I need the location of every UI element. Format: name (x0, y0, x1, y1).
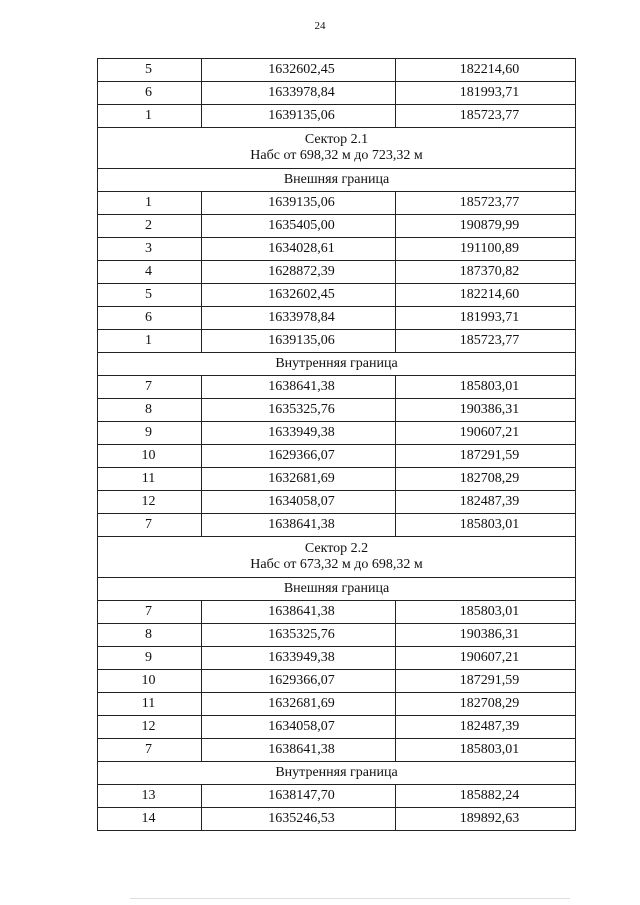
y-coordinate: 187291,59 (396, 445, 576, 468)
y-coordinate: 182708,29 (396, 468, 576, 491)
point-number: 6 (98, 307, 202, 330)
table-row (98, 647, 576, 670)
point-number: 1 (98, 192, 202, 215)
sector-header (98, 128, 576, 169)
x-coordinate: 1632602,45 (202, 284, 396, 307)
x-coordinate: 1633978,84 (202, 82, 396, 105)
x-coordinate: 1634058,07 (202, 491, 396, 514)
boundary-header (98, 578, 576, 601)
y-coordinate: 189892,63 (396, 808, 576, 831)
point-number: 13 (98, 785, 202, 808)
table-row (98, 808, 576, 831)
point-number: 7 (98, 601, 202, 624)
x-coordinate: 1639135,06 (202, 192, 396, 215)
x-coordinate: 1634058,07 (202, 716, 396, 739)
point-number: 11 (98, 693, 202, 716)
point-number: 5 (98, 59, 202, 82)
y-coordinate: 185723,77 (396, 330, 576, 353)
sector-elevation-range: Набс от 698,32 м до 723,32 м (250, 148, 423, 163)
table-row (98, 261, 576, 284)
point-number: 9 (98, 647, 202, 670)
y-coordinate: 185882,24 (396, 785, 576, 808)
table-row (98, 491, 576, 514)
table-row (98, 445, 576, 468)
point-number: 7 (98, 514, 202, 537)
x-coordinate: 1638641,38 (202, 601, 396, 624)
table-row (98, 514, 576, 537)
y-coordinate: 181993,71 (396, 307, 576, 330)
point-number: 12 (98, 716, 202, 739)
x-coordinate: 1633949,38 (202, 647, 396, 670)
x-coordinate: 1632602,45 (202, 59, 396, 82)
point-number: 7 (98, 739, 202, 762)
table-row (98, 739, 576, 762)
y-coordinate: 185803,01 (396, 514, 576, 537)
y-coordinate: 182487,39 (396, 491, 576, 514)
sector-title: Сектор 2.1 (304, 132, 369, 147)
y-coordinate: 182214,60 (396, 59, 576, 82)
point-number: 7 (98, 376, 202, 399)
x-coordinate: 1638641,38 (202, 739, 396, 762)
x-coordinate: 1633978,84 (202, 307, 396, 330)
boundary-label: Внешняя граница (98, 578, 576, 601)
table-row (98, 82, 576, 105)
y-coordinate: 185803,01 (396, 601, 576, 624)
boundary-label: Внутренняя граница (98, 353, 576, 376)
y-coordinate: 182214,60 (396, 284, 576, 307)
y-coordinate: 182487,39 (396, 716, 576, 739)
table-row (98, 238, 576, 261)
table-row (98, 624, 576, 647)
table-row (98, 399, 576, 422)
page-number: 24 (314, 20, 326, 32)
table-row (98, 422, 576, 445)
point-number: 8 (98, 399, 202, 422)
point-number: 5 (98, 284, 202, 307)
table-row (98, 105, 576, 128)
point-number: 8 (98, 624, 202, 647)
table-row (98, 693, 576, 716)
sector-header-cell (98, 537, 576, 578)
table-row (98, 785, 576, 808)
x-coordinate: 1629366,07 (202, 670, 396, 693)
table-row (98, 376, 576, 399)
x-coordinate: 1628872,39 (202, 261, 396, 284)
boundary-header (98, 169, 576, 192)
coordinates-table (97, 58, 576, 831)
x-coordinate: 1632681,69 (202, 468, 396, 491)
point-number: 1 (98, 330, 202, 353)
point-number: 6 (98, 82, 202, 105)
y-coordinate: 190607,21 (396, 647, 576, 670)
sector-elevation-range: Набс от 673,32 м до 698,32 м (250, 557, 423, 572)
y-coordinate: 185723,77 (396, 192, 576, 215)
x-coordinate: 1635325,76 (202, 399, 396, 422)
point-number: 11 (98, 468, 202, 491)
boundary-header (98, 762, 576, 785)
table-row (98, 601, 576, 624)
x-coordinate: 1638641,38 (202, 514, 396, 537)
point-number: 3 (98, 238, 202, 261)
table-row (98, 284, 576, 307)
x-coordinate: 1638147,70 (202, 785, 396, 808)
point-number: 12 (98, 491, 202, 514)
x-coordinate: 1633949,38 (202, 422, 396, 445)
y-coordinate: 185723,77 (396, 105, 576, 128)
boundary-header (98, 353, 576, 376)
x-coordinate: 1635405,00 (202, 215, 396, 238)
y-coordinate: 190386,31 (396, 399, 576, 422)
y-coordinate: 185803,01 (396, 376, 576, 399)
point-number: 10 (98, 445, 202, 468)
point-number: 4 (98, 261, 202, 284)
point-number: 10 (98, 670, 202, 693)
boundary-label: Внутренняя граница (98, 762, 576, 785)
scan-edge-line (130, 898, 570, 899)
boundary-label: Внешняя граница (98, 169, 576, 192)
x-coordinate: 1635325,76 (202, 624, 396, 647)
table-row (98, 59, 576, 82)
table-row (98, 307, 576, 330)
x-coordinate: 1634028,61 (202, 238, 396, 261)
y-coordinate: 187370,82 (396, 261, 576, 284)
sector-title: Сектор 2.2 (304, 541, 369, 556)
table-row (98, 670, 576, 693)
table-row (98, 330, 576, 353)
sector-header-cell (98, 128, 576, 169)
x-coordinate: 1632681,69 (202, 693, 396, 716)
y-coordinate: 187291,59 (396, 670, 576, 693)
point-number: 14 (98, 808, 202, 831)
table-row (98, 215, 576, 238)
y-coordinate: 190386,31 (396, 624, 576, 647)
point-number: 1 (98, 105, 202, 128)
y-coordinate: 181993,71 (396, 82, 576, 105)
x-coordinate: 1635246,53 (202, 808, 396, 831)
y-coordinate: 190879,99 (396, 215, 576, 238)
table-row (98, 468, 576, 491)
y-coordinate: 190607,21 (396, 422, 576, 445)
y-coordinate: 182708,29 (396, 693, 576, 716)
y-coordinate: 191100,89 (396, 238, 576, 261)
x-coordinate: 1629366,07 (202, 445, 396, 468)
x-coordinate: 1638641,38 (202, 376, 396, 399)
x-coordinate: 1639135,06 (202, 105, 396, 128)
table-row (98, 716, 576, 739)
x-coordinate: 1639135,06 (202, 330, 396, 353)
y-coordinate: 185803,01 (396, 739, 576, 762)
table-row (98, 192, 576, 215)
point-number: 2 (98, 215, 202, 238)
sector-header (98, 537, 576, 578)
point-number: 9 (98, 422, 202, 445)
